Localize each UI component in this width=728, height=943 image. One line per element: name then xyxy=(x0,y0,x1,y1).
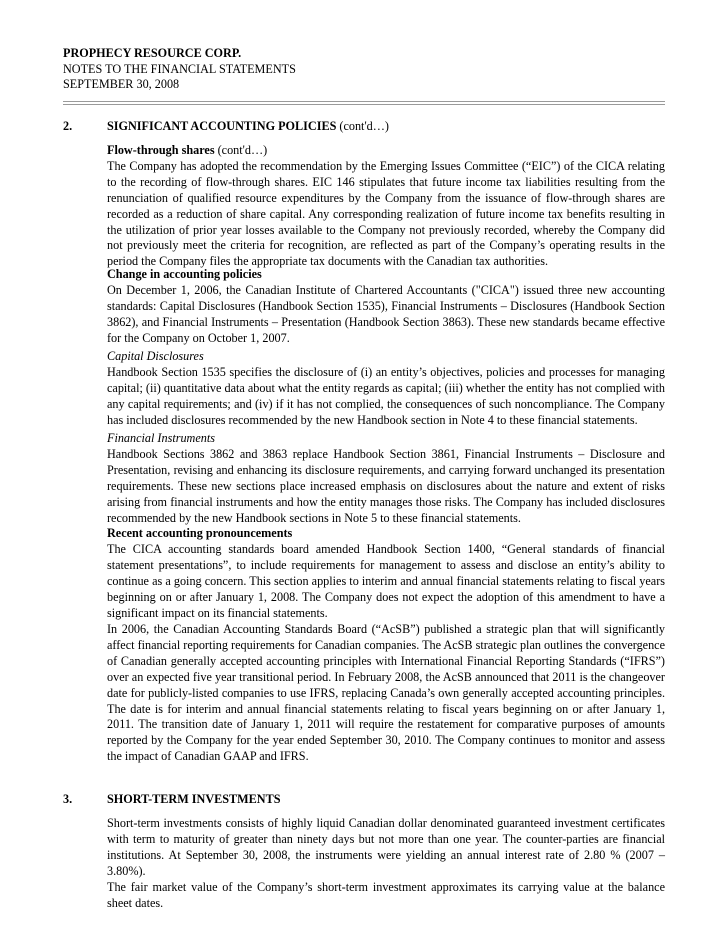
short-term-investments-description xyxy=(107,816,665,880)
paragraph: The CICA accounting standards board amended Handbook Section 1400, “General standards of financial statement presentations”, to include requirements for management to assess and disclose an entity’s ability to continue as a going concern. This section applies to interim and annual financial statements relating to fiscal years beginning on or after January 1, 2008. The Company does not expect the adoption of this amendment to have a significant impact on its financial statements. xyxy=(107,541,665,620)
paragraph: The fair market value of the Company’s short-term investment approximates its carrying value at the balance sheet dates. xyxy=(107,880,665,910)
statement-date: SEPTEMBER 30, 2008 xyxy=(63,77,180,91)
header-divider-top xyxy=(63,101,665,102)
document-subtitle: NOTES TO THE FINANCIAL STATEMENTS xyxy=(63,61,296,76)
paragraph: The Company has adopted the recommendation by the Emerging Issues Committee (“EIC”) of the CICA relating to the recording of flow-through shares. EIC 146 stipulates that future income tax liabilities resulting from the renunciation of qualified resource expenditures by the Company from the issuance of flow-through shares are recorded as a reduction of share capital. Any corresponding realization of future income tax benefits resulting in the utilization of prior year losses available to the Company not previously recorded, whereby the Company did not previously meet the criteria for recognition, are reflected as part of the Company’s operating results in the period the Company files the appropriate tax documents with the Canadian tax authorities. xyxy=(107,158,665,269)
header-divider-bottom xyxy=(63,104,665,105)
section-title xyxy=(107,792,281,807)
paragraph: On December 1, 2006, the Canadian Institute of Chartered Accountants ("CICA") issued three new accounting standards: Capital Disclosures (Handbook Section 1535), Financial Instruments – Disclosures (Handbook Section 3862), and Financial Instruments – Presentation (Handbook Section 3863). These new standards became effective for the Company on October 1, 2007. xyxy=(107,282,665,345)
policy-capital-disclosures xyxy=(107,349,665,429)
company-name: PROPHECY RESOURCE CORP. xyxy=(63,46,242,60)
paragraph: Handbook Sections 3862 and 3863 replace Handbook Section 3861, Financial Instruments – Disclosure and Presentation, revising and enhancing its disclosure requirements, and carrying forward unchanged its presentation requirements. These new sections place increased emphasis on disclosures about the nature and extent of risks arising from financial instruments and how the entity manages those risks. The Company has included disclosures recommended by the new Handbook sections in Note 5 to these financial statements. xyxy=(107,446,665,525)
document-header xyxy=(63,46,296,93)
section-title-suffix: (cont'd…) xyxy=(336,119,389,133)
subheading-suffix: (cont'd…) xyxy=(214,143,268,157)
policy-financial-instruments xyxy=(107,431,665,526)
subheading: Flow-through shares xyxy=(107,143,215,157)
policy-change-in-accounting xyxy=(107,267,665,347)
short-term-investments-fair-value xyxy=(107,880,665,912)
paragraph: Short-term investments consists of highly liquid Canadian dollar denominated guaranteed investment certificates with term to maturity of greater than ninety days but not more than one year. The counter-parties are financial institutions. At September 30, 2008, the instruments were yielding an annual interest rate of 2.80 % (2007 – 3.80%). xyxy=(107,816,665,878)
section-title-text: SHORT-TERM INVESTMENTS xyxy=(107,792,281,806)
subheading: Recent accounting pronouncements xyxy=(107,526,293,540)
paragraph: Handbook Section 1535 specifies the disclosure of (i) an entity’s objectives, policies and processes for managing capital; (ii) quantitative data about what the entity regards as capital; (iii) whether the entity has not complied with any capital requirements; and (iv) if it has not complied, the consequences of such noncompliance. The Company has included disclosures recommended by the new Handbook section in Note 4 to these financial statements. xyxy=(107,364,665,427)
policy-flow-through-shares xyxy=(107,143,665,270)
paragraph: In 2006, the Canadian Accounting Standards Board (“AcSB”) published a strategic plan that will significantly affect financial reporting requirements for Canadian companies. The AcSB strategic plan outlines the convergence of Canadian generally accepted accounting principles with International Financial Reporting Standards (“IFRS”) over an expected five year transitional period. In February 2008, the AcSB announced that 2011 is the changeover date for publicly-listed companies to use IFRS, replacing Canada’s own generally accepted accounting principles. The date is for interim and annual financial statements relating to fiscal years beginning on or after January 1, 2011. The transition date of January 1, 2011 will require the restatement for comparative purposes of amounts reported by the Company for the year ended September 30, 2010. The Company continues to monitor and assess the impact of Canadian GAAP and IFRS. xyxy=(107,622,665,764)
section-number: 3. xyxy=(63,792,73,806)
policy-ifrs-convergence xyxy=(107,622,665,765)
section-title-text: SIGNIFICANT ACCOUNTING POLICIES xyxy=(107,119,337,133)
subheading: Financial Instruments xyxy=(107,431,215,445)
subheading: Capital Disclosures xyxy=(107,349,204,363)
subheading: Change in accounting policies xyxy=(107,267,262,281)
section-number: 2. xyxy=(63,119,73,133)
section-title xyxy=(107,119,389,134)
policy-recent-pronouncements xyxy=(107,526,665,621)
